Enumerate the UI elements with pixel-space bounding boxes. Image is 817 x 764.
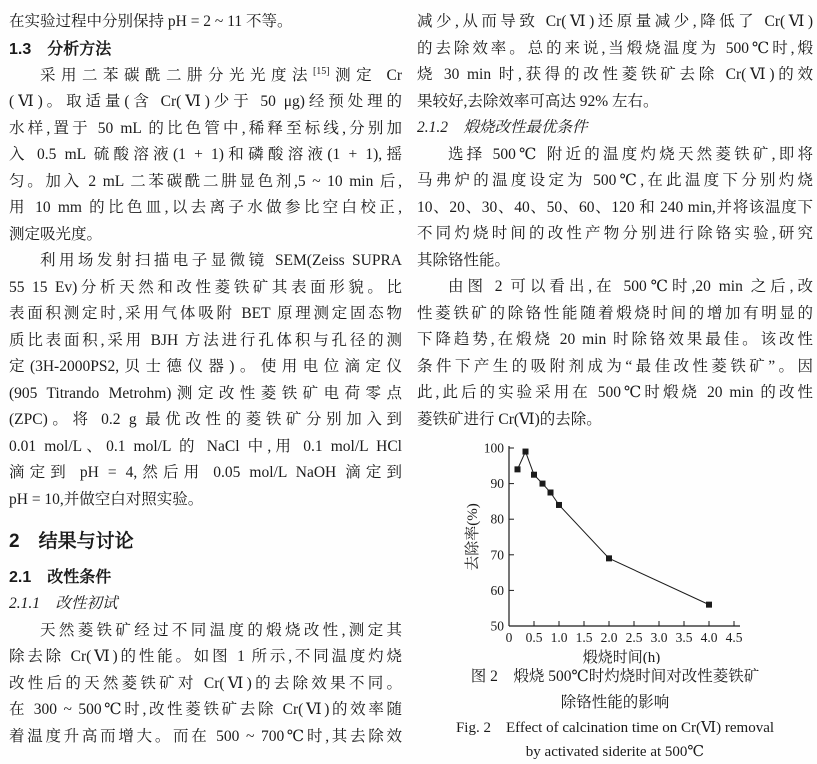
text-line: 水样,置于 50 mL 的比色管中,稀释至标线,分别加 (9, 119, 402, 137)
text-line: 10、20、30、40、50、60、120 和 240 min,并将该温度下 (417, 198, 813, 216)
y-axis-label: 去除率(%) (465, 503, 481, 571)
x-tick-label: 2.0 (600, 630, 618, 645)
text-line: (905 Titrando Metrohm)测定改性菱铁矿电荷零点 (9, 384, 402, 402)
data-point-marker (548, 490, 554, 496)
text-line: (ZPC)。将 0.2 g 最优改性的菱铁矿分别加入到 (9, 411, 402, 428)
figure-2-caption-cn-line1: 图 2 煅烧 500℃时灼烧时间对改性菱铁矿 (470, 668, 760, 685)
x-tick-label: 1.0 (550, 630, 568, 645)
figure-2-caption-cn-line2: 除铬性能的影响 (560, 694, 670, 711)
data-point-marker (540, 481, 546, 487)
y-tick-label: 60 (490, 582, 504, 598)
text-line: 不同灼烧时间的改性产物分别进行除铬实验,研究 (417, 225, 813, 242)
x-tick-label: 4.0 (700, 630, 718, 645)
data-point-marker (606, 555, 612, 561)
y-tick-label: 90 (490, 476, 504, 492)
text-line: 果较好,去除效率可高达 92% 左右。 (417, 92, 659, 110)
x-tick-label: 2.5 (625, 630, 643, 645)
y-tick-label: 70 (490, 547, 504, 563)
text-line: 0.01 mol/L、0.1 mol/L 的 NaCl 中,用 0.1 mol/L HCl (9, 437, 402, 455)
text-line: 马弗炉的温度设定为 500℃,在此温度下分别灼烧 (417, 172, 813, 189)
text-line: 此,此后的实验采用在 500℃时煅烧 20 min 的改性 (417, 384, 813, 401)
x-tick-label: 4.5 (725, 630, 743, 645)
text-line: 除去除 Cr(Ⅵ)的性能。如图 1 所示,不同温度灼烧 (9, 648, 402, 665)
text-line: 滴定到 pH = 4,然后用 0.05 mol/L NaOH 滴定到 (9, 464, 402, 481)
x-tick-label: 1.5 (575, 630, 593, 645)
x-axis-label: 煅烧时间(h) (582, 650, 661, 664)
text-line: 条件下产生的吸附剂成为“最佳改性菱铁矿”。因 (417, 357, 813, 375)
text-line: 表面积测定时,采用气体吸附 BET 原理测定固态物 (9, 305, 402, 322)
text-line: 质比表面积,采用 BJH 方法进行孔体积与孔径的测 (9, 331, 402, 349)
text-line: 性菱铁矿的除铬性能随着煅烧时间的增加有明显的 (417, 304, 813, 322)
data-point-marker (531, 472, 537, 478)
figure-2-plot (417, 442, 813, 664)
text-line: 其除铬性能。 (417, 251, 511, 269)
text-line: 利用场发射扫描电子显微镜 SEM(Zeiss SUPRA (40, 252, 402, 269)
y-tick-label: 100 (483, 442, 504, 456)
text-line: 入 0.5 mL 硫酸溶液(1 + 1)和磷酸溶液(1 + 1),摇 (9, 146, 402, 163)
heading-1-3: 1.3 分析方法 (9, 40, 112, 58)
x-tick-label: 0 (505, 630, 513, 645)
x-tick-label: 3.5 (675, 630, 693, 645)
data-point-marker (515, 466, 521, 472)
figure-2-caption-en-line1: Fig. 2 Effect of calcination time on Cr(Ⅵ) removal (455, 720, 775, 736)
text-line: 由图 2 可以看出,在 500℃时,20 min 之后,改 (448, 278, 813, 295)
data-point-marker (706, 602, 712, 608)
x-tick-label: 3.0 (650, 630, 668, 645)
text-line: 改性后的天然菱铁矿对 Cr(Ⅵ)的去除效果不同。 (9, 674, 402, 692)
data-line (518, 452, 710, 605)
text-line: 测定吸光度。 (9, 225, 103, 243)
data-point-marker (556, 502, 562, 508)
figure-2 (417, 442, 813, 764)
right-column (417, 9, 813, 764)
text-line: 匀。加入 2 mL 二苯碳酰二肼显色剂,5 ~ 10 min 后, (9, 172, 402, 190)
text-line: 定(3H-2000PS2,贝士德仪器)。使用电位滴定仪 (9, 358, 402, 375)
data-point-marker (523, 449, 529, 455)
heading-2: 2 结果与讨论 (9, 531, 134, 552)
text-line: 55 15 Ev)分析天然和改性菱铁矿其表面形貌。比 (9, 278, 402, 296)
text-line: 天然菱铁矿经过不同温度的煅烧改性,测定其 (40, 621, 402, 639)
heading-2-1-2: 2.1.2 煅烧改性最优条件 (417, 119, 588, 136)
text-line: 用 10 mm 的比色皿,以去离子水做参比空白校正, (9, 199, 402, 216)
text-line: 减少,从而导致 Cr(Ⅵ)还原量减少,降低了 Cr(Ⅵ) (417, 13, 813, 30)
figure-2-caption-en-line2: by activated siderite at 500℃ (525, 744, 705, 760)
text-line: (Ⅵ)。取适量(含 Cr(Ⅵ)少于 50 μg)经预处理的 (9, 93, 402, 110)
heading-2-1: 2.1 改性条件 (9, 569, 112, 586)
text-line: 的去除效率。总的来说,当煅烧温度为 500℃时,煅 (417, 39, 813, 57)
text-line: 烧 30 min 时,获得的改性菱铁矿去除 Cr(Ⅵ)的效 (417, 66, 813, 83)
y-tick-label: 80 (490, 511, 504, 527)
right-column-text (417, 9, 813, 433)
heading-2-1-1: 2.1.1 改性初试 (9, 595, 118, 612)
text-line: 选择 500℃ 附近的温度灼烧天然菱铁矿,即将 (448, 145, 813, 163)
left-column (9, 9, 402, 750)
x-tick-label: 0.5 (525, 630, 543, 645)
figure-2-chart (417, 442, 813, 664)
text-line: pH = 10,并做空白对照实验。 (9, 490, 204, 508)
text-line: 着温度升高而增大。而在 500 ~ 700℃时,其去除效 (9, 727, 402, 745)
text-line: 菱铁矿进行 Cr(Ⅵ)的去除。 (417, 410, 602, 428)
y-tick-label: 50 (490, 618, 504, 634)
text-line: 在实验过程中分别保持 pH = 2 ~ 11 不等。 (9, 13, 293, 30)
text-line: 在 300 ~ 500℃时,改性菱铁矿去除 Cr(Ⅵ)的效率随 (9, 701, 402, 718)
text-line: 下降趋势,在煅烧 20 min 时除铬效果最佳。该改性 (417, 331, 813, 348)
text-line: 采用二苯碳酰二肼分光光度法[15]测定 Cr (40, 65, 402, 84)
